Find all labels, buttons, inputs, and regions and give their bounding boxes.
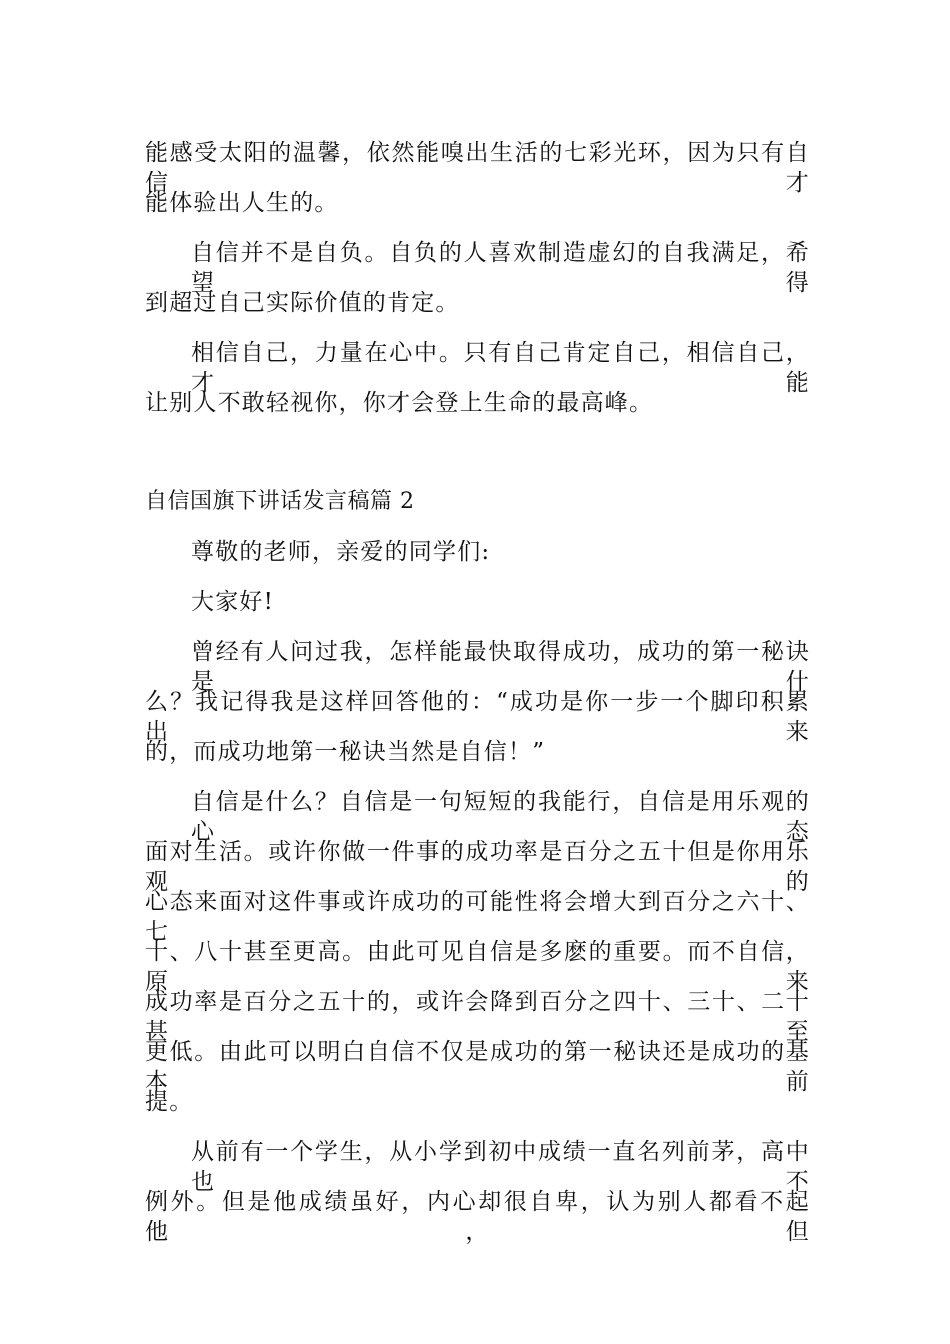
section-title: 自信国旗下讲话发言稿篇 2 [145, 489, 415, 514]
paragraph-line: 心态来面对这件事或许成功的可能性将会增大到百分之六十、七 [145, 889, 810, 945]
paragraph-line: 自信并不是自负。自负的人喜欢制造虚幻的自我满足，希望得 [191, 240, 810, 296]
paragraph-line: 到超过自己实际价值的肯定。 [145, 290, 460, 316]
paragraph-line: 的，而成功地第一秘诀当然是自信！” [145, 739, 546, 765]
paragraph-line: 从前有一个学生，从小学到初中成绩一直名列前茅，高中也不 [191, 1139, 810, 1195]
paragraph-line: 更低。由此可以明白自信不仅是成功的第一秘诀还是成功的基本前 [145, 1039, 810, 1095]
paragraph-line: 自信是什么？自信是一句短短的我能行，自信是用乐观的心态 [191, 789, 810, 845]
paragraph-line: 例外。但是他成绩虽好，内心却很自卑，认为别人都看不起他，但 [145, 1189, 810, 1245]
paragraph-line: 提。 [145, 1089, 194, 1115]
salutation: 尊敬的老师，亲爱的同学们: [191, 539, 491, 565]
paragraph-line: 面对生活。或许你做一件事的成功率是百分之五十但是你用乐观的 [145, 839, 810, 895]
paragraph-line: 相信自己，力量在心中。只有自己肯定自己，相信自己，才能 [191, 340, 810, 396]
greeting: 大家好! [191, 589, 275, 615]
paragraph-line: 能体验出人生的。 [145, 190, 339, 216]
paragraph-line: 十、八十甚至更高。由此可见自信是多麽的重要。而不自信，原来 [145, 939, 810, 995]
paragraph-line: 曾经有人问过我，怎样能最快取得成功，成功的第一秘诀是什 [191, 639, 810, 695]
paragraph-line: 让别人不敢轻视你，你才会登上生命的最高峰。 [145, 390, 654, 416]
paragraph-line: 能感受太阳的温馨，依然能嗅出生活的七彩光环，因为只有自信才 [145, 140, 810, 196]
paragraph-line: 成功率是百分之五十的，或许会降到百分之四十、三十、二十甚至 [145, 989, 810, 1045]
paragraph-line: 么？我记得我是这样回答他的：“成功是你一步一个脚印积累出来 [145, 689, 810, 745]
